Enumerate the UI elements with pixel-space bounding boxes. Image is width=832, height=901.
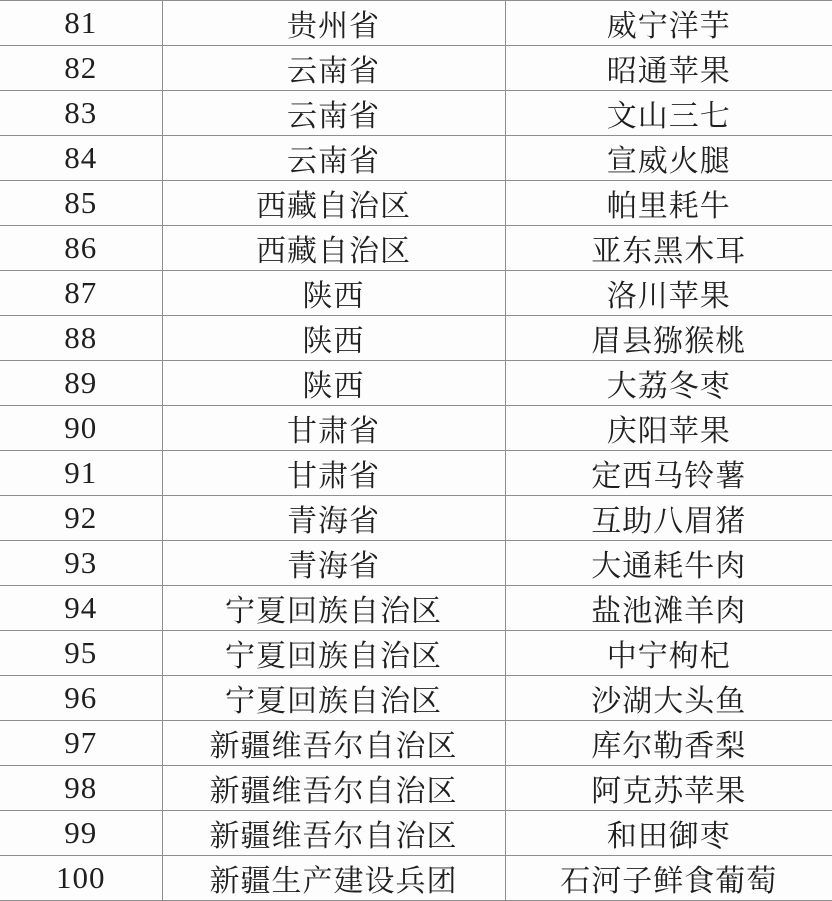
table-row <box>0 766 832 811</box>
row-number-cell: 89 <box>0 361 162 406</box>
product-cell: 大通耗牛肉 <box>505 541 832 586</box>
table-row <box>0 91 832 136</box>
product-cell: 库尔勒香梨 <box>505 721 832 766</box>
row-number-cell: 85 <box>0 181 162 226</box>
row-number-cell: 81 <box>0 1 162 46</box>
province-cell: 西藏自治区 <box>162 181 505 226</box>
table-row <box>0 451 832 496</box>
table-row <box>0 856 832 901</box>
product-cell: 帕里耗牛 <box>505 181 832 226</box>
row-number-cell: 82 <box>0 46 162 91</box>
product-cell: 亚东黑木耳 <box>505 226 832 271</box>
province-cell: 西藏自治区 <box>162 226 505 271</box>
province-cell: 陕西 <box>162 316 505 361</box>
table-row <box>0 676 832 721</box>
row-number-cell: 91 <box>0 451 162 496</box>
row-number-cell: 97 <box>0 721 162 766</box>
province-cell: 新疆维吾尔自治区 <box>162 811 505 856</box>
table-row <box>0 136 832 181</box>
province-cell: 宁夏回族自治区 <box>162 676 505 721</box>
table-row <box>0 496 832 541</box>
product-cell: 和田御枣 <box>505 811 832 856</box>
province-cell: 青海省 <box>162 541 505 586</box>
product-cell: 昭通苹果 <box>505 46 832 91</box>
row-number-cell: 90 <box>0 406 162 451</box>
product-cell: 庆阳苹果 <box>505 406 832 451</box>
row-number-cell: 87 <box>0 271 162 316</box>
product-cell: 中宁枸杞 <box>505 631 832 676</box>
row-number-cell: 83 <box>0 91 162 136</box>
province-cell: 新疆维吾尔自治区 <box>162 721 505 766</box>
row-number-cell: 95 <box>0 631 162 676</box>
product-cell: 大荔冬枣 <box>505 361 832 406</box>
row-number-cell: 100 <box>0 856 162 901</box>
product-cell: 眉县猕猴桃 <box>505 316 832 361</box>
table-row <box>0 406 832 451</box>
province-cell: 云南省 <box>162 46 505 91</box>
province-cell: 新疆生产建设兵团 <box>162 856 505 901</box>
table-row <box>0 721 832 766</box>
province-cell: 陕西 <box>162 361 505 406</box>
row-number-cell: 84 <box>0 136 162 181</box>
table-row <box>0 271 832 316</box>
product-cell: 定西马铃薯 <box>505 451 832 496</box>
province-cell: 新疆维吾尔自治区 <box>162 766 505 811</box>
table-row <box>0 226 832 271</box>
province-cell: 贵州省 <box>162 1 505 46</box>
product-cell: 互助八眉猪 <box>505 496 832 541</box>
product-cell: 洛川苹果 <box>505 271 832 316</box>
table-row <box>0 586 832 631</box>
product-table-body <box>0 1 832 901</box>
product-cell: 阿克苏苹果 <box>505 766 832 811</box>
province-cell: 陕西 <box>162 271 505 316</box>
product-cell: 威宁洋芋 <box>505 1 832 46</box>
table-row <box>0 811 832 856</box>
table-row <box>0 361 832 406</box>
province-cell: 云南省 <box>162 136 505 181</box>
row-number-cell: 99 <box>0 811 162 856</box>
province-cell: 云南省 <box>162 91 505 136</box>
province-cell: 甘肃省 <box>162 451 505 496</box>
table-row <box>0 316 832 361</box>
row-number-cell: 93 <box>0 541 162 586</box>
row-number-cell: 92 <box>0 496 162 541</box>
product-cell: 文山三七 <box>505 91 832 136</box>
product-cell: 沙湖大头鱼 <box>505 676 832 721</box>
row-number-cell: 96 <box>0 676 162 721</box>
row-number-cell: 94 <box>0 586 162 631</box>
row-number-cell: 88 <box>0 316 162 361</box>
province-cell: 青海省 <box>162 496 505 541</box>
row-number-cell: 98 <box>0 766 162 811</box>
province-cell: 甘肃省 <box>162 406 505 451</box>
province-cell: 宁夏回族自治区 <box>162 586 505 631</box>
table-row <box>0 181 832 226</box>
row-number-cell: 86 <box>0 226 162 271</box>
table-row <box>0 46 832 91</box>
table-row <box>0 541 832 586</box>
province-cell: 宁夏回族自治区 <box>162 631 505 676</box>
table-row <box>0 631 832 676</box>
product-cell: 宣威火腿 <box>505 136 832 181</box>
product-cell: 石河子鲜食葡萄 <box>505 856 832 901</box>
table-row <box>0 1 832 46</box>
product-cell: 盐池滩羊肉 <box>505 586 832 631</box>
